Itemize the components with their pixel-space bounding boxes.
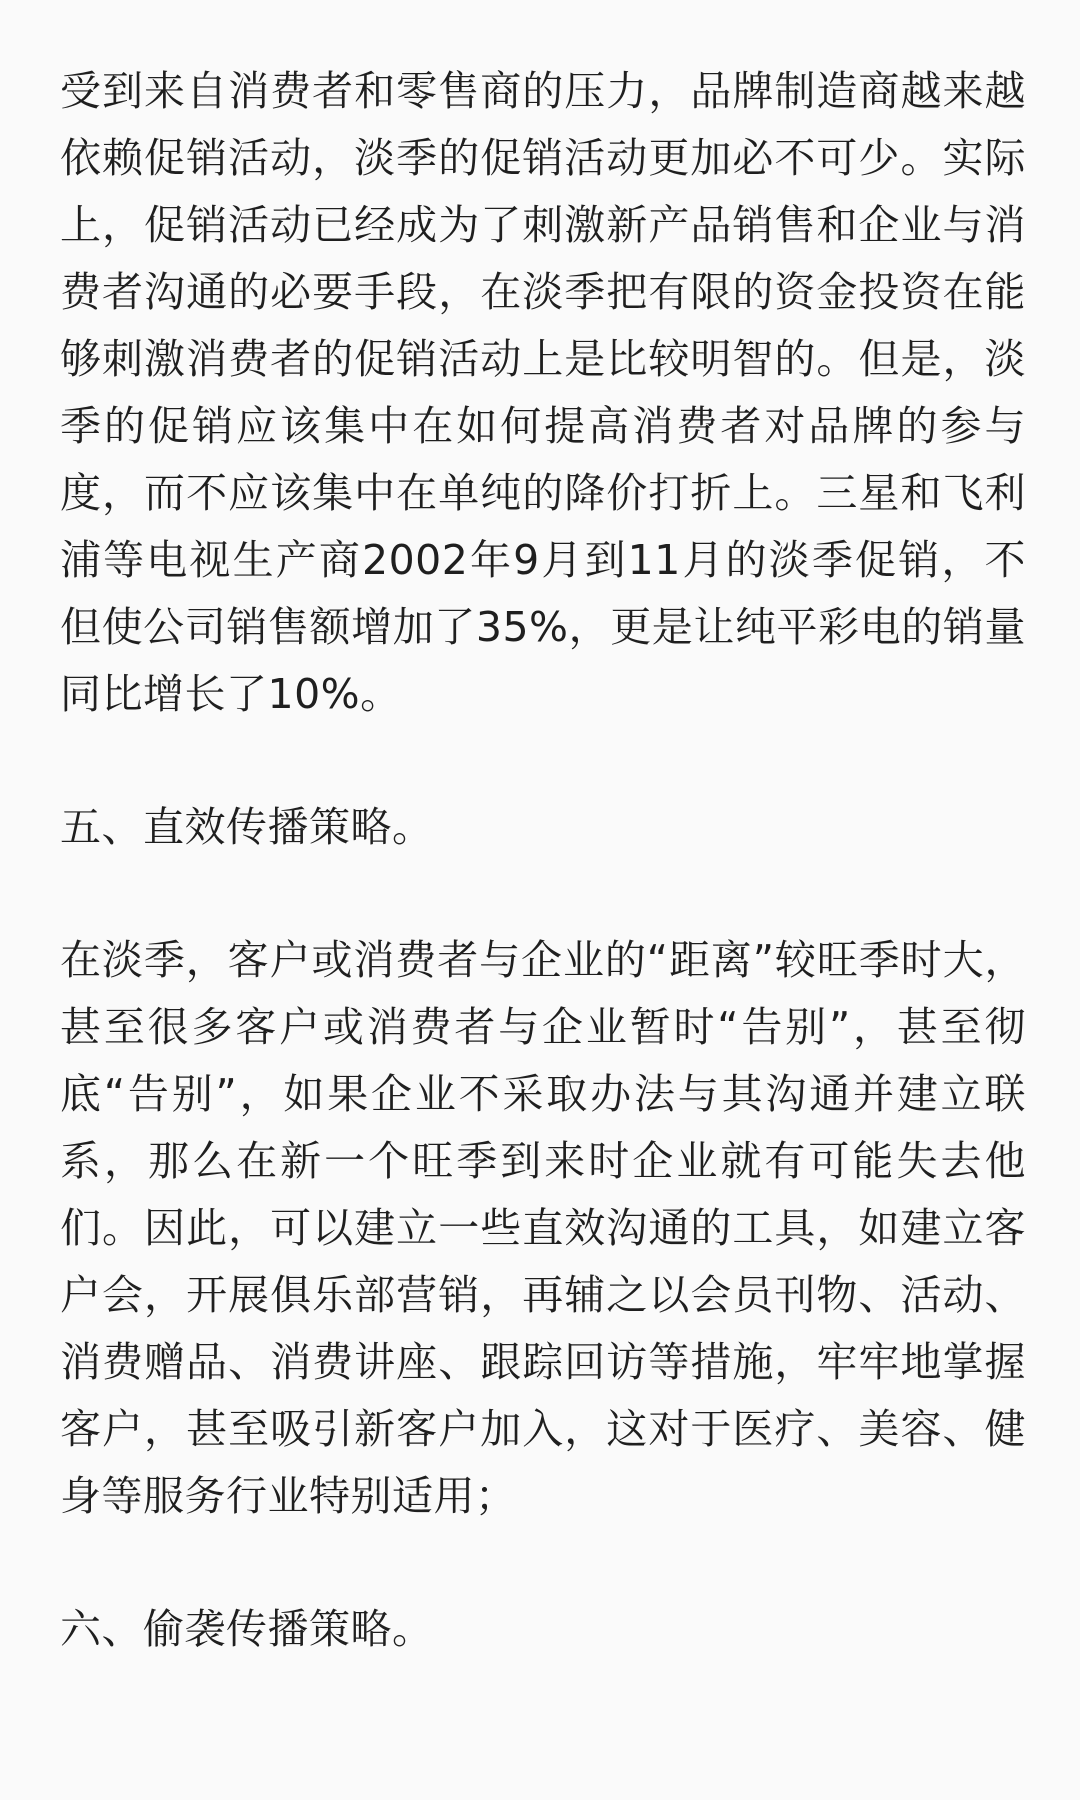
section-heading-direct-communication: 五、直效传播策略。	[60, 803, 434, 851]
section-heading-sneak-attack: 六、偷袭传播策略。	[60, 1605, 434, 1653]
article-body	[60, 58, 1026, 1663]
article-paragraph-promotion: 受到来自消费者和零售商的压力，品牌制造商越来越依赖促销活动，淡季的促销活动更加必不可少。实际上，促销活动已经成为了刺激新产品销售和企业与消费者沟通的必要手段，在淡季把有限的资金投资在能够刺激消费者的促销活动上是比较明智的。但是，淡季的促销应该集中在如何提高消费者对品牌的参与度，而不应该集中在单纯的降价打折上。三星和飞利浦等电视生产商2002年9月到11月的淡季促销，不但使公司销售额增加了35%，更是让纯平彩电的销量同比增长了10%。	[60, 67, 1026, 718]
article-paragraph-direct-communication: 在淡季，客户或消费者与企业的“距离”较旺季时大，甚至很多客户或消费者与企业暂时“告别”，甚至彻底“告别”，如果企业不采取办法与其沟通并建立联系，那么在新一个旺季到来时企业就有可能失去他们。因此，可以建立一些直效沟通的工具，如建立客户会，开展俱乐部营销，再辅之以会员刊物、活动、消费赠品、消费讲座、跟踪回访等措施，牢牢地掌握客户，甚至吸引新客户加入，这对于医疗、美容、健身等服务行业特别适用；	[60, 936, 1026, 1520]
